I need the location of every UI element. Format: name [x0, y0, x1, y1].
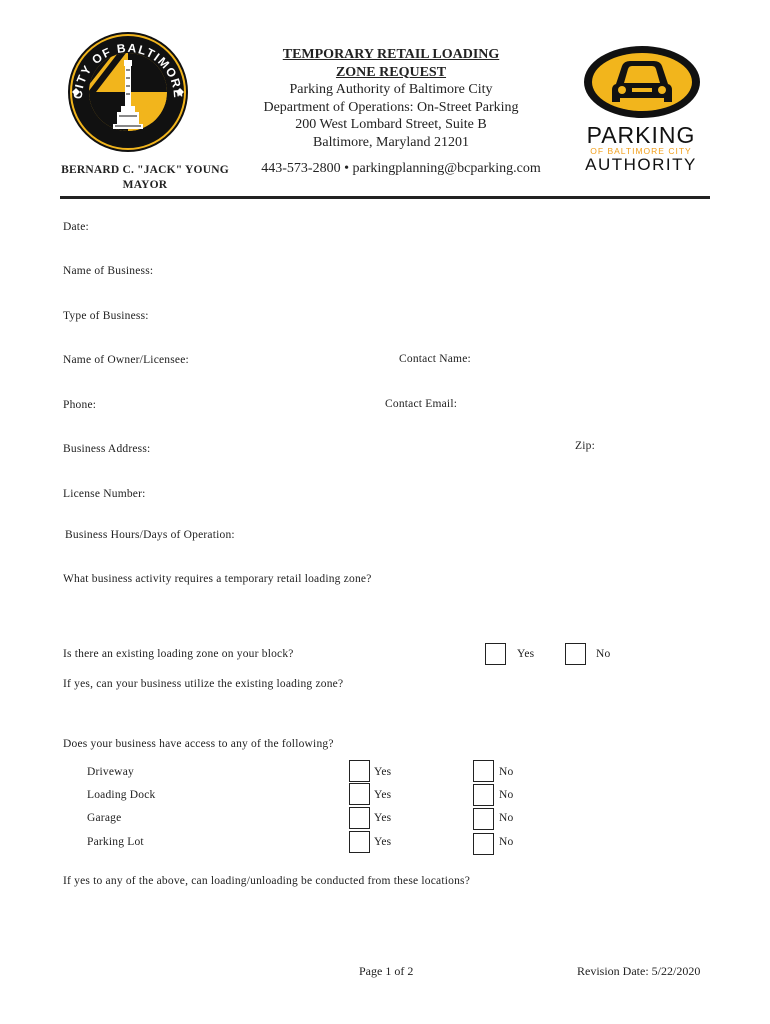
contact-name-label: Contact Name: — [399, 353, 471, 365]
existing-zone-question: Is there an existing loading zone on your block? — [63, 648, 294, 660]
loading-dock-no-label: No — [499, 789, 514, 801]
utilize-zone-question: If yes, can your business utilize the existing loading zone? — [63, 678, 344, 690]
contact-line: 443-573-2800 • parkingplanning@bcparking.com — [261, 161, 541, 176]
revision-date: Revision Date: 5/22/2020 — [577, 964, 701, 978]
license-label: License Number: — [63, 488, 146, 500]
pa-logo-line3: AUTHORITY — [585, 155, 697, 174]
access-item-parking-lot: Parking Lot — [87, 836, 144, 848]
loading-dock-yes-label: Yes — [374, 789, 392, 801]
access-item-loading-dock: Loading Dock — [87, 789, 156, 801]
driveway-yes-label: Yes — [374, 766, 392, 778]
existing-zone-yes-label: Yes — [517, 648, 535, 660]
document-header — [245, 46, 537, 151]
parking-lot-yes-label: Yes — [374, 836, 392, 848]
date-label: Date: — [63, 221, 89, 233]
garage-yes-checkbox[interactable] — [349, 807, 370, 829]
city-address: Baltimore, Maryland 21201 — [313, 134, 469, 150]
department-name: Department of Operations: On-Street Parking — [263, 99, 519, 115]
owner-label: Name of Owner/Licensee: — [63, 354, 189, 366]
driveway-no-checkbox[interactable] — [473, 760, 494, 782]
phone-label: Phone: — [63, 399, 97, 411]
mayor-title: MAYOR — [122, 179, 168, 191]
hours-label: Business Hours/Days of Operation: — [65, 529, 235, 541]
parking-authority-logo — [572, 44, 712, 178]
contact-email-label: Contact Email: — [385, 398, 458, 410]
document-title-line1: TEMPORARY RETAIL LOADING — [282, 47, 500, 62]
parking-lot-no-checkbox[interactable] — [473, 833, 494, 855]
driveway-no-label: No — [499, 766, 514, 778]
garage-no-checkbox[interactable] — [473, 808, 494, 830]
pa-logo-line1: PARKING — [586, 122, 696, 148]
business-name-label: Name of Business: — [63, 265, 154, 277]
existing-zone-no-label: No — [596, 648, 611, 660]
existing-zone-no-checkbox[interactable] — [565, 643, 586, 665]
parking-lot-yes-checkbox[interactable] — [349, 831, 370, 853]
street-address: 200 West Lombard Street, Suite B — [295, 117, 487, 132]
document-title-line2: ZONE REQUEST — [335, 64, 447, 80]
zip-label: Zip: — [575, 440, 595, 452]
address-label: Business Address: — [63, 443, 151, 455]
pa-logo-line2: OF BALTIMORE CITY — [590, 146, 692, 156]
parking-lot-no-label: No — [499, 836, 514, 848]
access-item-garage: Garage — [87, 812, 122, 824]
loading-dock-no-checkbox[interactable] — [473, 784, 494, 806]
access-question: Does your business have access to any of the following? — [63, 738, 334, 750]
header-divider — [60, 196, 710, 199]
final-question: If yes to any of the above, can loading/unloading be conducted from these locations? — [63, 875, 471, 887]
driveway-yes-checkbox[interactable] — [349, 760, 370, 782]
org-name: Parking Authority of Baltimore City — [289, 82, 493, 97]
activity-question: What business activity requires a temporary retail loading zone? — [63, 573, 372, 585]
loading-dock-yes-checkbox[interactable] — [349, 783, 370, 805]
business-type-label: Type of Business: — [63, 310, 149, 322]
seal-text: CITY OF BALTIMORE — [70, 40, 186, 100]
access-item-driveway: Driveway — [87, 766, 134, 778]
mayor-name: BERNARD C. "JACK" YOUNG — [61, 164, 229, 176]
existing-zone-yes-checkbox[interactable] — [485, 643, 506, 665]
garage-yes-label: Yes — [374, 812, 392, 824]
page-number: Page 1 of 2 — [359, 964, 414, 978]
city-seal-logo — [66, 26, 190, 158]
garage-no-label: No — [499, 812, 514, 824]
svg-text:CITY OF BALTIMORE — [71, 41, 185, 100]
mayor-block — [50, 163, 240, 193]
